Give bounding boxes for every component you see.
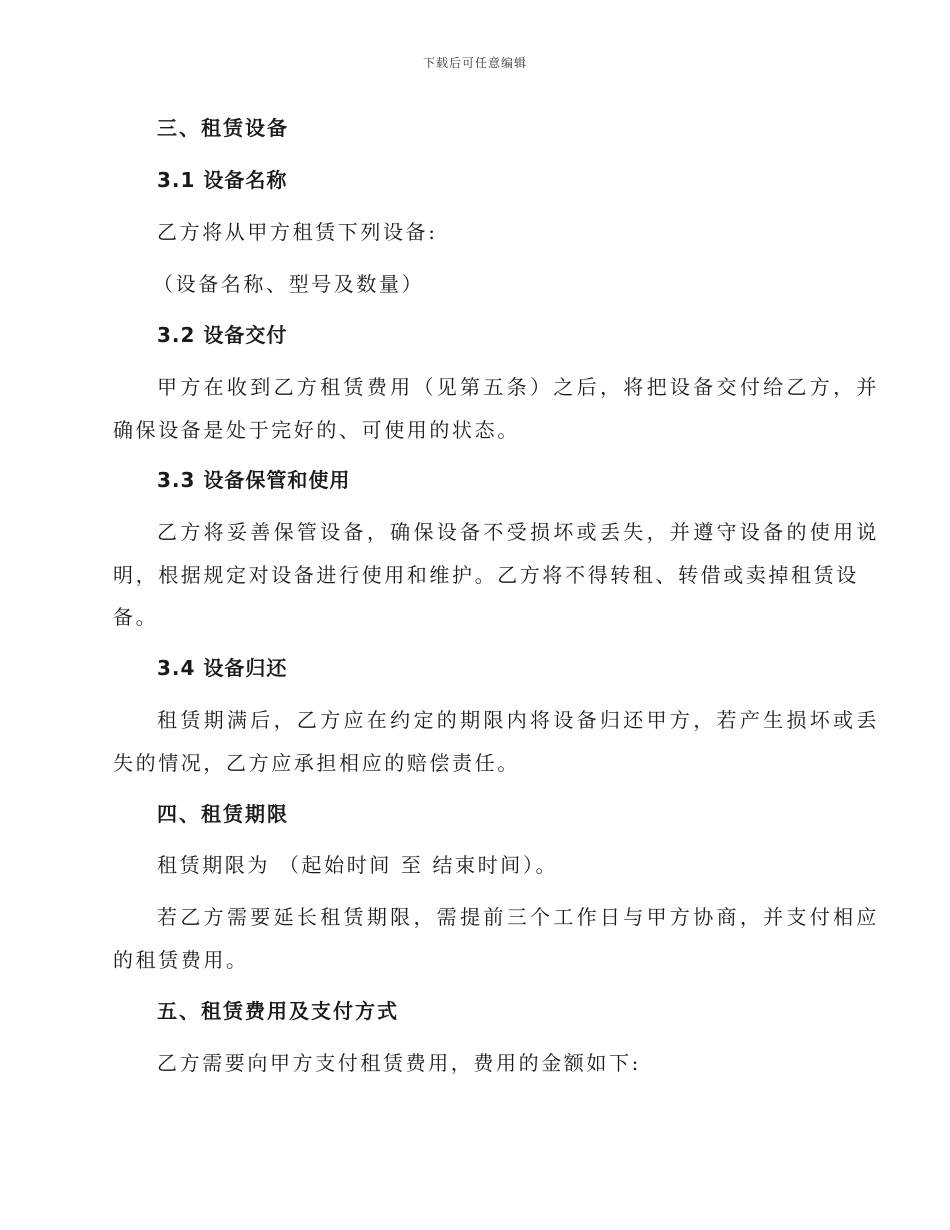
subsection-3-3-text-2: 明，根据规定对设备进行使用和维护。乙方将不得转租、转借或卖掉租赁设	[113, 563, 859, 587]
section-4-text-3: 的租赁费用。	[113, 948, 249, 972]
section-5-heading: 五、租赁费用及支付方式	[157, 999, 399, 1023]
subsection-3-1-text-1: 乙方将从甲方租赁下列设备:	[157, 220, 438, 244]
subsection-3-4-text-2: 失的情况，乙方应承担相应的赔偿责任。	[113, 751, 520, 775]
subsection-3-4-heading: 3.4 设备归还	[157, 656, 288, 680]
subsection-3-3-text-3: 备。	[113, 605, 159, 629]
subsection-3-2-heading: 3.2 设备交付	[157, 323, 288, 347]
subsection-3-2-text-2: 确保设备是处于完好的、可使用的状态。	[113, 418, 520, 442]
subsection-3-4-text-1: 租赁期满后，乙方应在约定的期限内将设备归还甲方，若产生损坏或丢	[157, 708, 879, 732]
subsection-3-1-heading: 3.1 设备名称	[157, 168, 288, 192]
subsection-3-3-text-1: 乙方将妥善保管设备，确保设备不受损坏或丢失，并遵守设备的使用说	[157, 520, 879, 544]
section-5-text-1: 乙方需要向甲方支付租赁费用，费用的金额如下:	[157, 1051, 641, 1075]
section-4-text-2: 若乙方需要延长租赁期限，需提前三个工作日与甲方协商，并支付相应	[157, 905, 879, 929]
subsection-3-1-text-2: （设备名称、型号及数量）	[153, 272, 425, 296]
subsection-3-3-heading: 3.3 设备保管和使用	[157, 468, 351, 492]
page-header-note: 下载后可任意编辑	[422, 56, 527, 70]
subsection-3-2-text-1: 甲方在收到乙方租赁费用（见第五条）之后，将把设备交付给乙方，并	[157, 375, 879, 399]
section-4-text-1: 租赁期限为 （起始时间 至 结束时间）。	[157, 853, 559, 877]
section-3-heading: 三、租赁设备	[157, 116, 289, 140]
section-4-heading: 四、租赁期限	[157, 802, 289, 826]
